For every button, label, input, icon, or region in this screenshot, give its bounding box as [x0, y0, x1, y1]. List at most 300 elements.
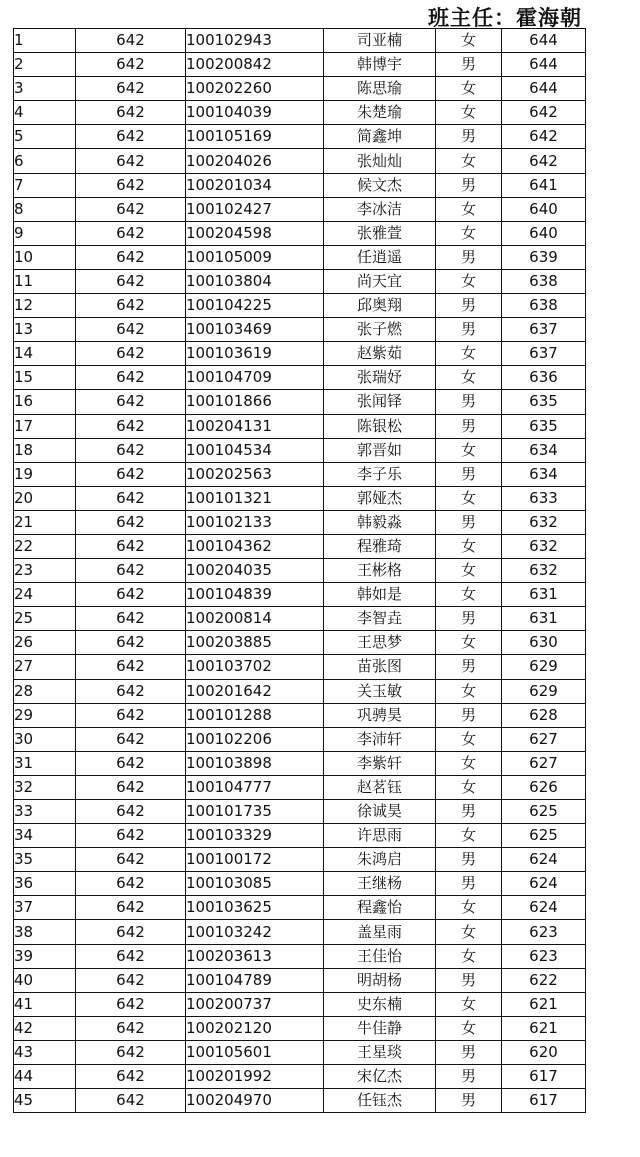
student-score-cell: 630	[502, 631, 586, 655]
student-gender-cell: 女	[436, 534, 502, 558]
student-id-cell: 100202563	[186, 462, 324, 486]
student-id-cell: 100102206	[186, 727, 324, 751]
row-number-cell: 21	[14, 510, 76, 534]
student-score-cell: 634	[502, 438, 586, 462]
row-number-cell: 18	[14, 438, 76, 462]
student-name-cell: 程雅琦	[324, 534, 436, 558]
student-id-cell: 100103898	[186, 751, 324, 775]
row-number-cell: 15	[14, 366, 76, 390]
student-score-cell: 634	[502, 462, 586, 486]
student-name-cell: 尚天宜	[324, 269, 436, 293]
student-gender-cell: 男	[436, 173, 502, 197]
student-name-cell: 赵茗钰	[324, 775, 436, 799]
roster-body	[14, 29, 586, 1113]
student-id-cell: 100204035	[186, 559, 324, 583]
table-row	[14, 318, 586, 342]
class-code-cell: 642	[76, 920, 186, 944]
row-number-cell: 8	[14, 197, 76, 221]
student-gender-cell: 男	[436, 390, 502, 414]
student-score-cell: 631	[502, 583, 586, 607]
row-number-cell: 41	[14, 992, 76, 1016]
class-code-cell: 642	[76, 294, 186, 318]
student-id-cell: 100103085	[186, 872, 324, 896]
row-number-cell: 17	[14, 414, 76, 438]
student-gender-cell: 男	[436, 414, 502, 438]
student-score-cell: 624	[502, 872, 586, 896]
student-score-cell: 623	[502, 944, 586, 968]
student-name-cell: 苗张图	[324, 655, 436, 679]
row-number-cell: 1	[14, 29, 76, 53]
class-code-cell: 642	[76, 245, 186, 269]
student-name-cell: 张瑞妤	[324, 366, 436, 390]
student-id-cell: 100204131	[186, 414, 324, 438]
row-number-cell: 13	[14, 318, 76, 342]
student-id-cell: 100103804	[186, 269, 324, 293]
table-row	[14, 414, 586, 438]
student-score-cell: 629	[502, 655, 586, 679]
table-row	[14, 294, 586, 318]
student-name-cell: 王思梦	[324, 631, 436, 655]
class-code-cell: 642	[76, 221, 186, 245]
table-row	[14, 751, 586, 775]
student-gender-cell: 女	[436, 631, 502, 655]
student-gender-cell: 男	[436, 655, 502, 679]
row-number-cell: 14	[14, 342, 76, 366]
student-gender-cell: 女	[436, 727, 502, 751]
student-gender-cell: 女	[436, 944, 502, 968]
row-number-cell: 23	[14, 559, 76, 583]
class-code-cell: 642	[76, 414, 186, 438]
class-code-cell: 642	[76, 53, 186, 77]
class-code-cell: 642	[76, 631, 186, 655]
student-gender-cell: 男	[436, 318, 502, 342]
student-name-cell: 李冰洁	[324, 197, 436, 221]
table-row	[14, 366, 586, 390]
table-row	[14, 800, 586, 824]
student-id-cell: 100105009	[186, 245, 324, 269]
student-name-cell: 赵紫茹	[324, 342, 436, 366]
class-code-cell: 642	[76, 342, 186, 366]
student-score-cell: 638	[502, 269, 586, 293]
student-score-cell: 639	[502, 245, 586, 269]
class-code-cell: 642	[76, 848, 186, 872]
student-id-cell: 100102943	[186, 29, 324, 53]
student-gender-cell: 男	[436, 510, 502, 534]
student-gender-cell: 女	[436, 197, 502, 221]
class-code-cell: 642	[76, 486, 186, 510]
table-row	[14, 655, 586, 679]
student-name-cell: 巩骋昊	[324, 703, 436, 727]
row-number-cell: 43	[14, 1040, 76, 1064]
table-row	[14, 824, 586, 848]
student-score-cell: 642	[502, 149, 586, 173]
student-score-cell: 622	[502, 968, 586, 992]
student-gender-cell: 男	[436, 800, 502, 824]
student-id-cell: 100201034	[186, 173, 324, 197]
student-id-cell: 100104777	[186, 775, 324, 799]
student-score-cell: 624	[502, 848, 586, 872]
class-code-cell: 642	[76, 655, 186, 679]
student-gender-cell: 女	[436, 29, 502, 53]
class-code-cell: 642	[76, 29, 186, 53]
row-number-cell: 2	[14, 53, 76, 77]
row-number-cell: 39	[14, 944, 76, 968]
student-gender-cell: 男	[436, 294, 502, 318]
student-gender-cell: 女	[436, 77, 502, 101]
row-number-cell: 12	[14, 294, 76, 318]
student-score-cell: 623	[502, 920, 586, 944]
student-gender-cell: 女	[436, 775, 502, 799]
table-row	[14, 607, 586, 631]
class-code-cell: 642	[76, 679, 186, 703]
student-id-cell: 100201642	[186, 679, 324, 703]
student-score-cell: 632	[502, 559, 586, 583]
row-number-cell: 38	[14, 920, 76, 944]
student-gender-cell: 女	[436, 896, 502, 920]
row-number-cell: 35	[14, 848, 76, 872]
table-row	[14, 125, 586, 149]
class-code-cell: 642	[76, 751, 186, 775]
table-row	[14, 775, 586, 799]
student-score-cell: 617	[502, 1065, 586, 1089]
class-code-cell: 642	[76, 775, 186, 799]
student-id-cell: 100204970	[186, 1089, 324, 1113]
student-name-cell: 关玉敏	[324, 679, 436, 703]
table-row	[14, 173, 586, 197]
student-score-cell: 644	[502, 53, 586, 77]
student-id-cell: 100201992	[186, 1065, 324, 1089]
student-score-cell: 627	[502, 751, 586, 775]
student-id-cell: 100202120	[186, 1016, 324, 1040]
student-name-cell: 韩如是	[324, 583, 436, 607]
student-score-cell: 628	[502, 703, 586, 727]
table-row	[14, 1089, 586, 1113]
student-gender-cell: 女	[436, 221, 502, 245]
table-row	[14, 896, 586, 920]
table-row	[14, 1065, 586, 1089]
student-id-cell: 100102133	[186, 510, 324, 534]
class-code-cell: 642	[76, 510, 186, 534]
student-name-cell: 陈银松	[324, 414, 436, 438]
student-name-cell: 韩博宇	[324, 53, 436, 77]
student-score-cell: 644	[502, 29, 586, 53]
row-number-cell: 7	[14, 173, 76, 197]
student-name-cell: 朱楚瑜	[324, 101, 436, 125]
class-code-cell: 642	[76, 534, 186, 558]
student-gender-cell: 女	[436, 583, 502, 607]
class-code-cell: 642	[76, 1089, 186, 1113]
table-row	[14, 920, 586, 944]
table-row	[14, 53, 586, 77]
student-gender-cell: 男	[436, 703, 502, 727]
row-number-cell: 24	[14, 583, 76, 607]
row-number-cell: 22	[14, 534, 76, 558]
student-gender-cell: 男	[436, 607, 502, 631]
student-id-cell: 100100172	[186, 848, 324, 872]
student-name-cell: 盖星雨	[324, 920, 436, 944]
row-number-cell: 16	[14, 390, 76, 414]
student-id-cell: 100101288	[186, 703, 324, 727]
student-id-cell: 100104362	[186, 534, 324, 558]
student-name-cell: 张子燃	[324, 318, 436, 342]
student-gender-cell: 女	[436, 679, 502, 703]
student-score-cell: 641	[502, 173, 586, 197]
table-row	[14, 968, 586, 992]
student-score-cell: 632	[502, 534, 586, 558]
table-row	[14, 486, 586, 510]
student-name-cell: 郭娅杰	[324, 486, 436, 510]
student-gender-cell: 女	[436, 149, 502, 173]
class-code-cell: 642	[76, 1040, 186, 1064]
student-score-cell: 640	[502, 221, 586, 245]
class-code-cell: 642	[76, 269, 186, 293]
student-name-cell: 张灿灿	[324, 149, 436, 173]
row-number-cell: 36	[14, 872, 76, 896]
student-id-cell: 100203885	[186, 631, 324, 655]
table-row	[14, 992, 586, 1016]
row-number-cell: 31	[14, 751, 76, 775]
student-id-cell: 100200814	[186, 607, 324, 631]
student-id-cell: 100203613	[186, 944, 324, 968]
student-id-cell: 100104789	[186, 968, 324, 992]
student-id-cell: 100104839	[186, 583, 324, 607]
student-id-cell: 100200842	[186, 53, 324, 77]
table-row	[14, 848, 586, 872]
row-number-cell: 3	[14, 77, 76, 101]
student-score-cell: 635	[502, 414, 586, 438]
student-name-cell: 史东楠	[324, 992, 436, 1016]
student-score-cell: 644	[502, 77, 586, 101]
student-score-cell: 631	[502, 607, 586, 631]
student-name-cell: 王继杨	[324, 872, 436, 896]
student-score-cell: 642	[502, 101, 586, 125]
student-name-cell: 司亚楠	[324, 29, 436, 53]
row-number-cell: 29	[14, 703, 76, 727]
row-number-cell: 5	[14, 125, 76, 149]
student-name-cell: 李沛轩	[324, 727, 436, 751]
student-gender-cell: 男	[436, 125, 502, 149]
student-id-cell: 100202260	[186, 77, 324, 101]
class-code-cell: 642	[76, 125, 186, 149]
head-teacher-label: 班主任：霍海朝	[428, 6, 582, 30]
student-gender-cell: 女	[436, 269, 502, 293]
class-code-cell: 642	[76, 944, 186, 968]
student-id-cell: 100103702	[186, 655, 324, 679]
student-roster-table	[13, 28, 586, 1113]
table-row	[14, 944, 586, 968]
student-name-cell: 牛佳静	[324, 1016, 436, 1040]
table-row	[14, 631, 586, 655]
row-number-cell: 10	[14, 245, 76, 269]
class-code-cell: 642	[76, 101, 186, 125]
student-gender-cell: 男	[436, 848, 502, 872]
row-number-cell: 9	[14, 221, 76, 245]
table-row	[14, 77, 586, 101]
page-header	[0, 0, 640, 28]
student-gender-cell: 女	[436, 366, 502, 390]
row-number-cell: 42	[14, 1016, 76, 1040]
class-code-cell: 642	[76, 896, 186, 920]
table-row	[14, 438, 586, 462]
student-gender-cell: 女	[436, 824, 502, 848]
row-number-cell: 45	[14, 1089, 76, 1113]
student-score-cell: 633	[502, 486, 586, 510]
student-score-cell: 621	[502, 1016, 586, 1040]
table-row	[14, 149, 586, 173]
student-id-cell: 100104039	[186, 101, 324, 125]
student-score-cell: 638	[502, 294, 586, 318]
class-code-cell: 642	[76, 1065, 186, 1089]
class-code-cell: 642	[76, 149, 186, 173]
student-id-cell: 100102427	[186, 197, 324, 221]
student-score-cell: 635	[502, 390, 586, 414]
table-row	[14, 269, 586, 293]
student-name-cell: 程鑫怡	[324, 896, 436, 920]
student-score-cell: 625	[502, 800, 586, 824]
student-name-cell: 明胡杨	[324, 968, 436, 992]
row-number-cell: 27	[14, 655, 76, 679]
student-id-cell: 100103619	[186, 342, 324, 366]
student-score-cell: 620	[502, 1040, 586, 1064]
row-number-cell: 34	[14, 824, 76, 848]
student-gender-cell: 男	[436, 53, 502, 77]
student-gender-cell: 女	[436, 438, 502, 462]
student-id-cell: 100101735	[186, 800, 324, 824]
student-gender-cell: 女	[436, 751, 502, 775]
student-gender-cell: 男	[436, 245, 502, 269]
class-code-cell: 642	[76, 800, 186, 824]
table-row	[14, 510, 586, 534]
class-code-cell: 642	[76, 607, 186, 631]
table-row	[14, 534, 586, 558]
student-name-cell: 李子乐	[324, 462, 436, 486]
student-id-cell: 100105601	[186, 1040, 324, 1064]
student-score-cell: 640	[502, 197, 586, 221]
student-score-cell: 642	[502, 125, 586, 149]
student-name-cell: 邱奥翔	[324, 294, 436, 318]
student-name-cell: 许思雨	[324, 824, 436, 848]
student-gender-cell: 男	[436, 1089, 502, 1113]
class-code-cell: 642	[76, 703, 186, 727]
student-gender-cell: 男	[436, 462, 502, 486]
student-name-cell: 王星琰	[324, 1040, 436, 1064]
student-name-cell: 张雅萱	[324, 221, 436, 245]
class-code-cell: 642	[76, 173, 186, 197]
class-code-cell: 642	[76, 318, 186, 342]
student-id-cell: 100103625	[186, 896, 324, 920]
student-score-cell: 636	[502, 366, 586, 390]
table-row	[14, 703, 586, 727]
student-name-cell: 张闻铎	[324, 390, 436, 414]
table-row	[14, 101, 586, 125]
class-code-cell: 642	[76, 438, 186, 462]
table-row	[14, 559, 586, 583]
student-gender-cell: 女	[436, 992, 502, 1016]
student-name-cell: 徐诚昊	[324, 800, 436, 824]
student-score-cell: 632	[502, 510, 586, 534]
student-gender-cell: 女	[436, 559, 502, 583]
student-score-cell: 626	[502, 775, 586, 799]
student-name-cell: 郭晋如	[324, 438, 436, 462]
class-code-cell: 642	[76, 77, 186, 101]
row-number-cell: 44	[14, 1065, 76, 1089]
student-score-cell: 629	[502, 679, 586, 703]
student-name-cell: 陈思瑜	[324, 77, 436, 101]
student-gender-cell: 女	[436, 342, 502, 366]
table-row	[14, 390, 586, 414]
student-score-cell: 627	[502, 727, 586, 751]
row-number-cell: 6	[14, 149, 76, 173]
table-row	[14, 221, 586, 245]
table-row	[14, 245, 586, 269]
row-number-cell: 40	[14, 968, 76, 992]
student-score-cell: 624	[502, 896, 586, 920]
table-row	[14, 583, 586, 607]
student-id-cell: 100200737	[186, 992, 324, 1016]
student-id-cell: 100104225	[186, 294, 324, 318]
class-code-cell: 642	[76, 462, 186, 486]
student-name-cell: 简鑫坤	[324, 125, 436, 149]
table-row	[14, 727, 586, 751]
student-name-cell: 李紫轩	[324, 751, 436, 775]
student-name-cell: 任逍遥	[324, 245, 436, 269]
table-row	[14, 872, 586, 896]
table-row	[14, 29, 586, 53]
row-number-cell: 30	[14, 727, 76, 751]
row-number-cell: 19	[14, 462, 76, 486]
student-id-cell: 100104709	[186, 366, 324, 390]
table-row	[14, 462, 586, 486]
student-score-cell: 625	[502, 824, 586, 848]
class-code-cell: 642	[76, 872, 186, 896]
row-number-cell: 25	[14, 607, 76, 631]
student-name-cell: 候文杰	[324, 173, 436, 197]
row-number-cell: 11	[14, 269, 76, 293]
class-code-cell: 642	[76, 583, 186, 607]
class-code-cell: 642	[76, 390, 186, 414]
student-gender-cell: 男	[436, 1065, 502, 1089]
row-number-cell: 28	[14, 679, 76, 703]
student-score-cell: 637	[502, 318, 586, 342]
student-id-cell: 100103329	[186, 824, 324, 848]
student-id-cell: 100204598	[186, 221, 324, 245]
student-gender-cell: 女	[436, 486, 502, 510]
student-id-cell: 100105169	[186, 125, 324, 149]
student-id-cell: 100101321	[186, 486, 324, 510]
class-code-cell: 642	[76, 1016, 186, 1040]
row-number-cell: 33	[14, 800, 76, 824]
student-name-cell: 王彬格	[324, 559, 436, 583]
class-code-cell: 642	[76, 366, 186, 390]
student-gender-cell: 女	[436, 920, 502, 944]
student-score-cell: 617	[502, 1089, 586, 1113]
student-name-cell: 朱鸿启	[324, 848, 436, 872]
row-number-cell: 20	[14, 486, 76, 510]
row-number-cell: 32	[14, 775, 76, 799]
student-gender-cell: 男	[436, 872, 502, 896]
student-name-cell: 王佳怡	[324, 944, 436, 968]
student-id-cell: 100101866	[186, 390, 324, 414]
student-gender-cell: 男	[436, 968, 502, 992]
table-row	[14, 342, 586, 366]
class-code-cell: 642	[76, 824, 186, 848]
table-row	[14, 197, 586, 221]
class-code-cell: 642	[76, 992, 186, 1016]
student-name-cell: 宋亿杰	[324, 1065, 436, 1089]
student-id-cell: 100204026	[186, 149, 324, 173]
row-number-cell: 37	[14, 896, 76, 920]
student-name-cell: 任钰杰	[324, 1089, 436, 1113]
